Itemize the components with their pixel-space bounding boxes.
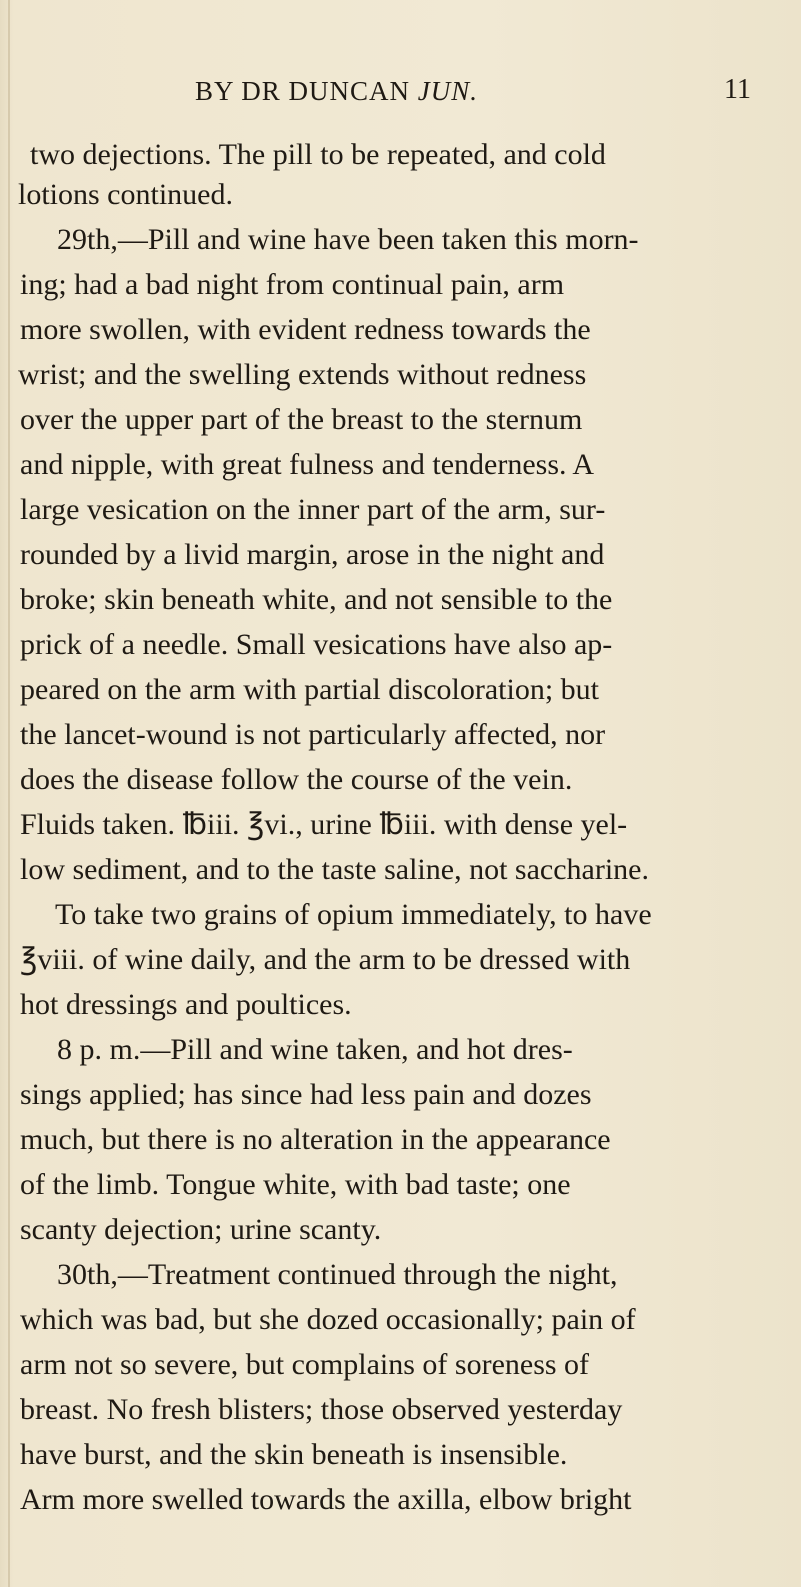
text-line: ing; had a bad night from continual pain, arm bbox=[20, 268, 565, 301]
text-line: two dejections. The pill to be repeated, and cold bbox=[30, 138, 606, 171]
text-line: scanty dejection; urine scanty. bbox=[20, 1213, 382, 1246]
text-line: arm not so severe, but complains of soreness of bbox=[20, 1348, 590, 1381]
text-line: rounded by a livid margin, arose in the night and bbox=[20, 538, 605, 571]
text-line: lotions continued. bbox=[18, 178, 233, 211]
text-line: broke; skin beneath white, and not sensible to the bbox=[20, 583, 613, 616]
text-line: hot dressings and poultices. bbox=[20, 988, 352, 1021]
text-line: have burst, and the skin beneath is insensible. bbox=[20, 1438, 568, 1471]
text-line: 30th,—Treatment continued through the night, bbox=[57, 1258, 618, 1291]
text-line: peared on the arm with partial discoloration; but bbox=[20, 673, 599, 706]
text-line: and nipple, with great fulness and tenderness. A bbox=[20, 448, 595, 481]
text-line: large vesication on the inner part of the arm, sur- bbox=[20, 493, 606, 526]
text-line: ℥viii. of wine daily, and the arm to be dressed with bbox=[20, 943, 631, 976]
text-line: breast. No fresh blisters; those observed yesterday bbox=[20, 1393, 623, 1426]
text-line: Arm more swelled towards the axilla, elbow bright bbox=[20, 1483, 632, 1516]
text-line: Fluids taken. ℔iii. ℥vi., urine ℔iii. with dense yel- bbox=[20, 808, 628, 841]
text-line: 8 p. m.—Pill and wine taken, and hot dres- bbox=[57, 1033, 573, 1066]
text-line: the lancet-wound is not particularly affected, nor bbox=[20, 718, 606, 751]
text-line: low sediment, and to the taste saline, not saccharine. bbox=[20, 853, 649, 886]
text-line: wrist; and the swelling extends without redness bbox=[18, 358, 587, 391]
text-line: does the disease follow the course of the vein. bbox=[20, 763, 573, 796]
text-line: prick of a needle. Small vesications have also ap- bbox=[20, 628, 613, 661]
running-head-suffix: JUN. bbox=[417, 76, 479, 106]
page-number: 11 bbox=[724, 74, 751, 105]
text-line: much, but there is no alteration in the appearance bbox=[20, 1123, 611, 1156]
running-head bbox=[195, 76, 478, 107]
text-line: more swollen, with evident redness towards the bbox=[20, 313, 591, 346]
text-line: To take two grains of opium immediately, to have bbox=[55, 898, 652, 931]
text-line: 29th,—Pill and wine have been taken this morn- bbox=[57, 223, 639, 256]
text-line: over the upper part of the breast to the sternum bbox=[20, 403, 583, 436]
text-line: which was bad, but she dozed occasionally; pain of bbox=[20, 1303, 636, 1336]
page-gutter bbox=[8, 0, 10, 1587]
running-head-text: BY DR DUNCAN bbox=[195, 76, 411, 106]
text-line: of the limb. Tongue white, with bad taste; one bbox=[20, 1168, 571, 1201]
text-line: sings applied; has since had less pain and dozes bbox=[20, 1078, 592, 1111]
